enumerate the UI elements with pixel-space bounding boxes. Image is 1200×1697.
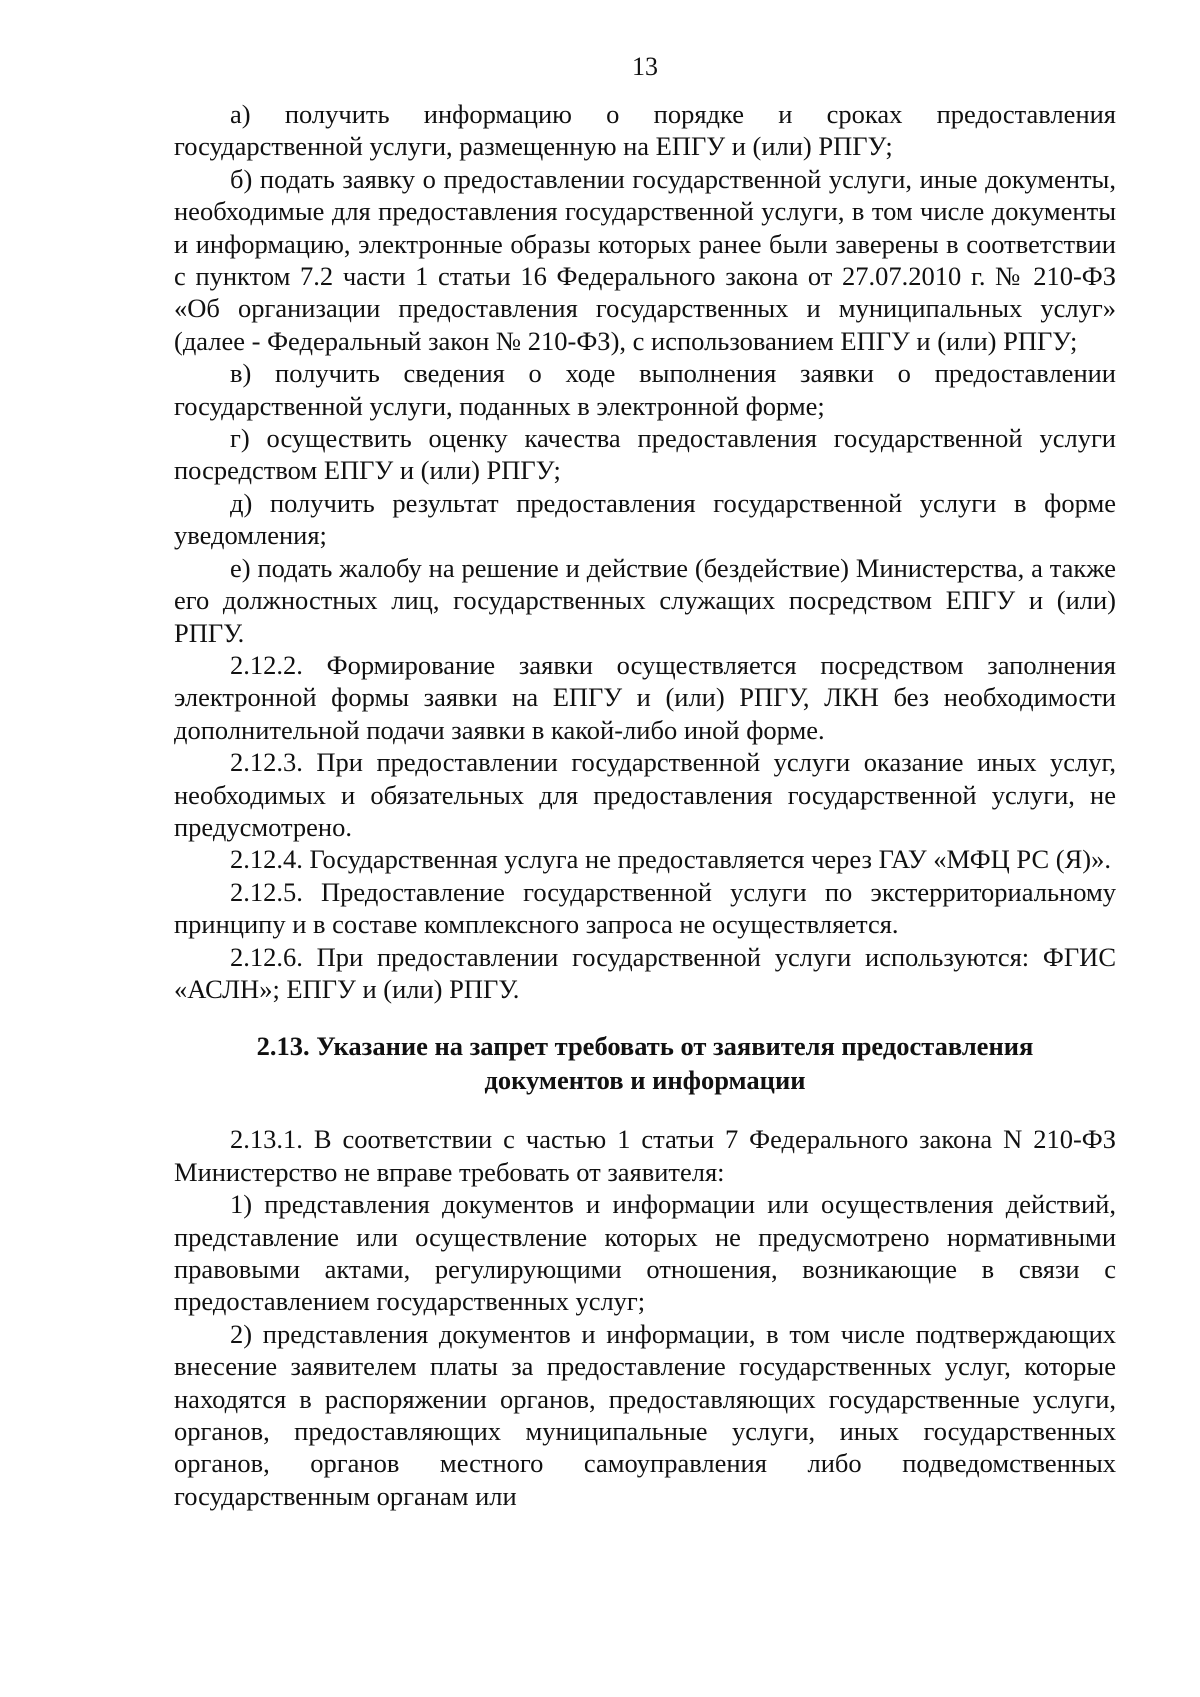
paragraph-item-1: 1) представления документов и информации или осуществления действий, представление или осуществление которых не предусмотрено нормативными правовыми актами, регулирующими отношения, возникающие в связи с предоставлением государственных услуг; — [174, 1189, 1116, 1317]
paragraph-item-d: д) получить результат предоставления государственной услуги в форме уведомления; — [174, 487, 1116, 551]
paragraph-item-v: в) получить сведения о ходе выполнения заявки о предоставлении государственной услуги, поданных в электронной форме; — [174, 358, 1116, 421]
paragraph-item-2: 2) представления документов и информации, в том числе подтверждающих внесение заявителем платы за предоставление государственных услуг, которые находятся в распоряжении органов, предоставляющих государственные услуги, органов, предоставляющих муниципальные услуги, иных государственных органов, органов местного самоуправления либо подведомственных государственным органам или — [174, 1318, 1116, 1511]
section-heading-2-13: 2.13. Указание на запрет требовать от заявителя предоставления документов и информации — [256, 1031, 1034, 1096]
paragraph-item-e: е) подать жалобу на решение и действие (бездействие) Министерства, а также его должностных лиц, государственных служащих посредством ЕПГУ и (или) РПГУ. — [174, 552, 1116, 648]
paragraph-item-g: г) осуществить оценку качества предоставления государственной услуги посредством ЕПГУ и (или) РПГУ; — [174, 423, 1116, 486]
page-number: 13 — [632, 52, 658, 81]
paragraph-2-12-6: 2.12.6. При предоставлении государственной услуги используются: ФГИС «АСЛН»; ЕПГУ и (или) РПГУ. — [174, 941, 1116, 1004]
paragraph-2-12-2: 2.12.2. Формирование заявки осуществляется посредством заполнения электронной формы заявки на ЕПГУ и (или) РПГУ, ЛКН без необходимости дополнительной подачи заявки в какой-либо иной форме. — [174, 649, 1116, 745]
paragraph-2-13-1: 2.13.1. В соответствии с частью 1 статьи 7 Федерального закона N 210-ФЗ Министерство не вправе требовать от заявителя: — [174, 1124, 1116, 1187]
spacer — [174, 1097, 1116, 1123]
document-body — [174, 98, 1116, 1512]
paragraph-item-b: б) подать заявку о предоставлении государственной услуги, иные документы, необходимые для предоставления государственной услуги, в том числе документы и информацию, электронные образы которых ранее были заверены в соответствии с пунктом 7.2 части 1 статьи 16 Федерального закона от 27.07.2010 г. № 210-ФЗ «Об организации предоставления государственных и муниципальных услуг» (далее - Федеральный закон № 210-ФЗ), с использованием ЕПГУ и (или) РПГУ; — [174, 163, 1116, 356]
paragraph-2-12-4: 2.12.4. Государственная услуга не предоставляется через ГАУ «МФЦ РС (Я)». — [230, 844, 1111, 875]
paragraph-2-12-3: 2.12.3. При предоставлении государственной услуги оказание иных услуг, необходимых и обязательных для предоставления государственной услуги, не предусмотрено. — [174, 747, 1116, 842]
paragraph-item-a: а) получить информацию о порядке и сроках предоставления государственной услуги, размещенную на ЕПГУ и (или) РПГУ; — [174, 99, 1116, 162]
spacer — [174, 1005, 1116, 1029]
paragraph-2-12-5: 2.12.5. Предоставление государственной услуги по экстерриториальному принципу и в составе комплексного запроса не осуществляется. — [174, 876, 1116, 940]
